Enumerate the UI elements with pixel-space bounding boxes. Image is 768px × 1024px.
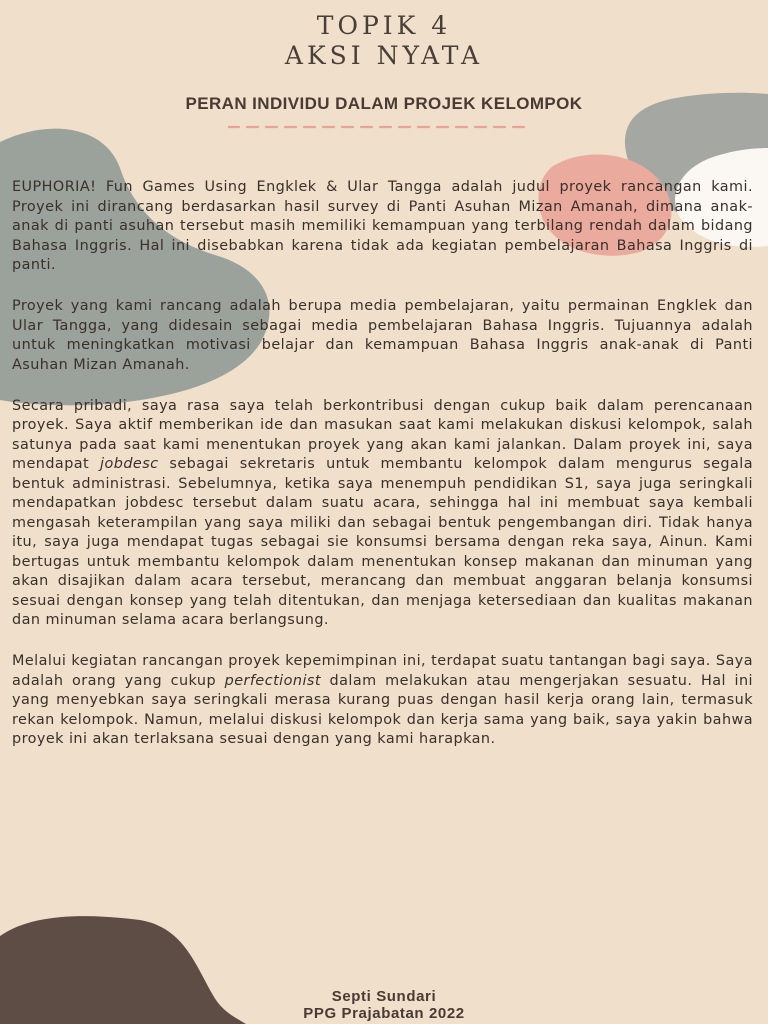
paragraph-challenge-part2: dalam melakukan atau mengerjakan sesuatu. Hal ini yang menyebkan saya seringkali merasa kurang puas dengan hasil kerja orang lain, termasuk rekan kelompok. Namun, melalui diskusi kelompok dan kerja sama yang baik, saya yakin bahwa proyek ini akan terlaksana sesuai dengan yang kami harapkan.: [12, 672, 753, 747]
perfectionist-italic: perfectionist: [224, 672, 321, 689]
paragraph-project: Proyek yang kami rancang adalah berupa media pembelajaran, yaitu permainan Engklek dan Ular Tangga, yang didesain sebagai media pembelajaran Bahasa Inggris. Tujuannya adalah untuk meningkatkan motivasi belajar dan kemampuan Bahasa Inggris anak-anak di Panti Asuhan Mizan Amanah.: [12, 298, 753, 373]
author-program: PPG Prajabatan 2022: [303, 1005, 465, 1022]
paragraph-contribution-part2: sebagai sekretaris untuk membantu kelompok dalam mengurus segala bentuk administrasi. Sebelumnya, ketika saya menempuh pendidikan S1, saya juga seringkali mendapatkan jobdesc tersebut dalam suatu acara, sehingga hal ini membuat saya kembali mengasah keterampilan yang saya miliki dan sebagai bentuk pengembangan diri. Tidak hanya itu, saya juga mendapat tugas sebagai sie konsumsi bersama dengan reka saya, Ainun. Kami bertugas untuk membantu kelompok dalam menentukan konsep makanan dan minuman yang akan disajikan dalam acara tersebut, merancang dan membuat anggaran belanja konsumsi sesuai dengan konsep yang telah ditentukan, dan menjaga ketersediaan dan kualitas makanan dan minuman selama acara berlangsung.: [12, 456, 753, 628]
paragraph-contribution-part1: Secara pribadi, saya rasa saya telah berkontribusi dengan cukup baik dalam perencanaan proyek. Saya aktif memberikan ide dan masukan saat kami melakukan diskusi kelompok, salah satunya pada saat kami menentukan proyek yang akan kami jalankan. Dalam proyek ini, saya mendapat: [12, 397, 753, 472]
jobdesc-italic: jobdesc: [100, 456, 159, 472]
page-title: AKSI NYATA: [284, 41, 484, 70]
topic-heading: TOPIK 4: [316, 11, 452, 40]
paragraph-intro: EUPHORIA! Fun Games Using Engklek & Ular Tangga adalah judul proyek rancangan kami. Proyek ini dirancang berdasarkan hasil survey di Panti Asuhan Mizan Amanah, dimana anak-anak di panti asuhan tersebut masih memiliki kemampuan yang terbilang rendah dalam bidang Bahasa Inggris. Hal ini disebabkan karena tidak ada kegiatan pembelajaran Bahasa Inggris di panti.: [12, 179, 753, 273]
dashed-divider: [228, 124, 528, 130]
paragraph-challenge: [12, 652, 753, 750]
body-text: [12, 178, 753, 750]
author-name: Septi Sundari: [331, 988, 437, 1005]
page-subtitle: PERAN INDIVIDU DALAM PROJEK KELOMPOK: [185, 94, 583, 113]
paragraph-challenge-part1: Melalui kegiatan rancangan proyek kepemimpinan ini, terdapat suatu tantangan bagi saya. Saya adalah orang yang cukup: [12, 653, 753, 689]
paragraph-contribution: [12, 397, 753, 631]
